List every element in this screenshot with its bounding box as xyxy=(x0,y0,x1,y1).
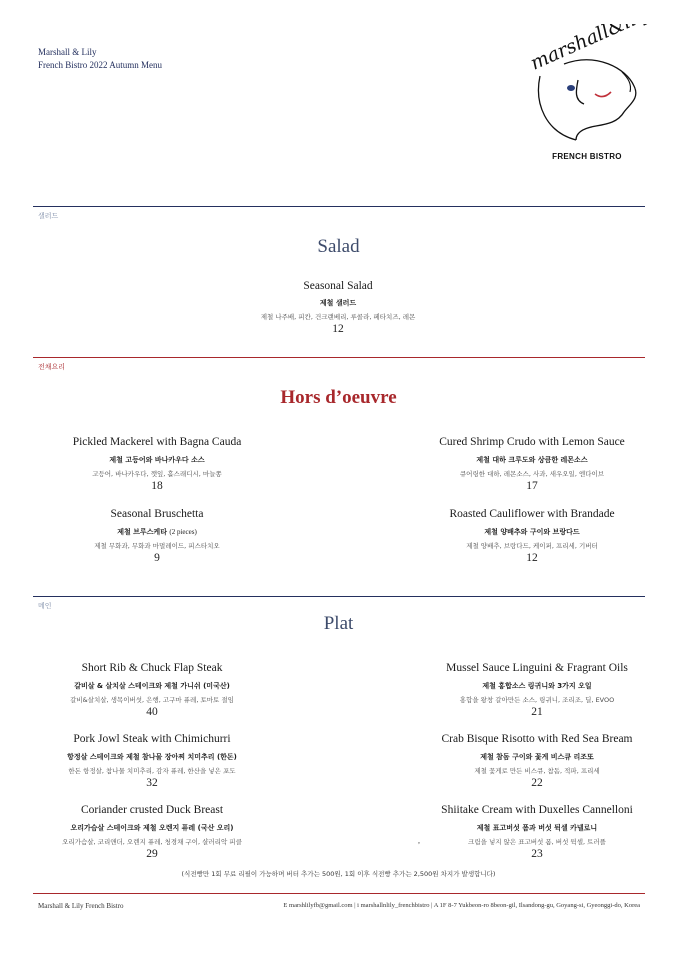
dish-korean-name: 제철 고등어와 바나카우다 소스 xyxy=(109,456,205,464)
dish-korean-name: 제철 샐러드 xyxy=(319,299,357,307)
brand-logo xyxy=(526,24,648,174)
dish-price: 12 xyxy=(332,323,344,335)
plat-title: Plat xyxy=(323,613,354,634)
footer-brand: Marshall & Lily French Bistro xyxy=(38,902,124,910)
plat-tag: 메인 xyxy=(38,602,52,610)
dish-ingredients: 홍합을 왕창 갈아만든 소스, 링귀니, 조리조, 딜, EVOO xyxy=(459,696,615,704)
dish-ingredients: 크림을 넣지 않은 표고버섯 폼, 버섯 뒥셀, 트러플 xyxy=(468,838,606,846)
dish-korean-name: 제철 대하 크루도와 상큼한 레몬소스 xyxy=(476,456,588,464)
stray-mark: , xyxy=(418,836,420,845)
dish-name: Coriander crusted Duck Breast xyxy=(80,804,224,816)
menu-item xyxy=(417,661,657,719)
dish-name: Mussel Sauce Linguini & Fragrant Oils xyxy=(446,662,628,674)
dish-korean-name: 제철 표고버섯 폼과 버섯 뒥셀 카넬로니 xyxy=(476,824,598,832)
menu-item xyxy=(412,435,652,493)
dish-korean-name xyxy=(37,527,277,537)
dish-name: Seasonal Bruschetta xyxy=(110,508,204,520)
face-logo-icon xyxy=(526,24,648,152)
logo-caption: FRENCH BISTRO xyxy=(552,152,622,161)
dish-ingredients: 제철 꽃게로 만든 비스큐, 참돔, 적파, 프리세 xyxy=(474,767,600,775)
menu-item xyxy=(32,732,272,790)
dish-price: 9 xyxy=(154,552,160,564)
salad-divider xyxy=(33,206,645,207)
dish-name: Seasonal Salad xyxy=(303,280,373,292)
dish-korean-name: 제철 참돔 구이와 꽃게 비스큐 리조또 xyxy=(480,753,594,761)
dish-price: 23 xyxy=(531,848,543,860)
eye-icon xyxy=(567,85,575,91)
menu-item xyxy=(32,661,272,719)
dish-name: Short Rib & Chuck Flap Steak xyxy=(81,662,223,674)
dish-price: 29 xyxy=(146,848,158,860)
dish-name: Shiitake Cream with Duxelles Cannelloni xyxy=(441,804,633,816)
menu-item xyxy=(417,732,657,790)
dish-ingredients: 고등어, 바나카우다, 깻잎, 홀스래디시, 마늘쫑 xyxy=(92,470,222,478)
dish-price: 22 xyxy=(531,777,543,789)
dish-ingredients: 한돈 항정살, 참나물 치미추리, 감자 퓨레, 한산을 넣은 포도 xyxy=(68,767,236,775)
dish-korean-label: 제철 브루스케타 xyxy=(117,528,167,536)
dish-ingredients: 갈비&살치살, 생목이버섯, 은행, 고구마 퓨레, 토마토 절임 xyxy=(70,696,234,704)
menu-item xyxy=(37,507,277,565)
dish-korean-name: 제철 홍합소스 링귀니와 3가지 오일 xyxy=(482,682,592,690)
logo-script: marshall&lily xyxy=(527,24,648,75)
menu-item xyxy=(37,435,277,493)
dish-portion-note: (2 pieces) xyxy=(169,528,197,536)
hors-title: Hors d’oeuvre xyxy=(280,387,397,408)
restaurant-name: Marshall & Lily xyxy=(38,47,97,57)
dish-price: 21 xyxy=(531,706,543,718)
footer-contact: E marshlilyfb@gmail.com | i marshallnlily_frenchbistro | A 1F 8-7 Yukbeon-ro 8beon-gil, Ilsandong-gu, Goyang-si, Gyeonggi-do, Korea xyxy=(283,902,640,909)
dish-ingredients: 제철 나주배, 피칸, 건크랜베리, 루콜라, 페타치즈, 레몬 xyxy=(260,313,416,321)
dish-price: 17 xyxy=(526,480,538,492)
footer-divider xyxy=(33,893,645,894)
dish-ingredients: 제철 무화과, 무화과 마멀레이드, 피스타치오 xyxy=(94,542,220,550)
plat-divider xyxy=(33,596,645,597)
dish-korean-name: 항정살 스테이크와 제철 참나물 장아찌 치미추리 (한돈) xyxy=(67,753,237,761)
bread-refill-note: (식전빵만 1회 무료 리필이 가능하며 버터 추가는 500원, 1회 이후 식전빵 추가는 2,500원 차지가 발생합니다) xyxy=(181,870,496,878)
hors-tag: 전채요리 xyxy=(38,363,66,371)
menu-item xyxy=(218,279,458,336)
dish-name: Pork Jowl Steak with Chimichurri xyxy=(73,733,231,745)
dish-ingredients: 제철 양배추, 브랑다드, 케이퍼, 프리세, 기버터 xyxy=(466,542,598,550)
menu-item xyxy=(417,803,657,861)
menu-item xyxy=(412,507,652,565)
dish-korean-name: 오리가슴살 스테이크와 제철 오렌지 퓨레 (국산 오리) xyxy=(70,824,234,832)
dish-price: 40 xyxy=(146,706,158,718)
menu-item xyxy=(32,803,272,861)
dish-korean-name: 제철 양배추와 구이와 브랑다드 xyxy=(484,528,580,536)
dish-name: Cured Shrimp Crudo with Lemon Sauce xyxy=(439,436,625,448)
salad-tag: 샐러드 xyxy=(38,212,59,220)
menu-subtitle: French Bistro 2022 Autumn Menu xyxy=(38,60,162,70)
dish-korean-name: 갈비살 & 살치살 스테이크와 제철 가니쉬 (미국산) xyxy=(74,682,230,690)
hors-divider xyxy=(33,357,645,358)
dish-name: Crab Bisque Risotto with Red Sea Bream xyxy=(441,733,633,745)
dish-ingredients: 큐어링한 대하, 레몬소스, 사과, 새우오일, 엔다이브 xyxy=(459,470,605,478)
dish-price: 12 xyxy=(526,552,538,564)
restaurant-header xyxy=(38,46,162,72)
dish-name: Pickled Mackerel with Bagna Cauda xyxy=(72,436,242,448)
mouth-icon xyxy=(595,92,611,97)
salad-title: Salad xyxy=(317,236,360,257)
dish-ingredients: 오리가슴살, 코리앤더, 오렌지 퓨레, 청경채 구이, 샬러리악 피클 xyxy=(62,838,242,846)
dish-price: 18 xyxy=(151,480,163,492)
dish-name: Roasted Cauliflower with Brandade xyxy=(449,508,615,520)
dish-price: 32 xyxy=(146,777,158,789)
